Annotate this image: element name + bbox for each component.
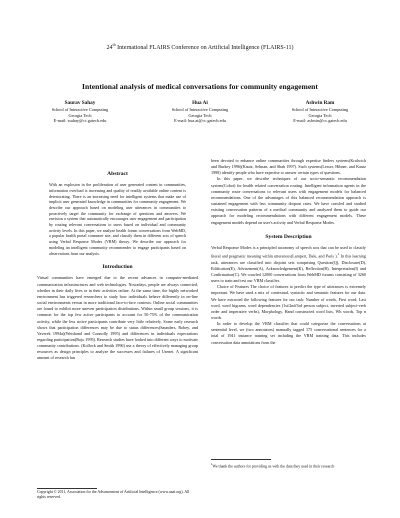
system-paragraph-1-start: Verbal Response Modes is a principled taxonomy of speech acts that can be used to classify literal and pragmatic meaning within utterances(Lampert, Dale, and Paris ). [211, 244, 366, 259]
author-dept: School of Interactive Computing [51, 107, 109, 113]
conference-header [0, 42, 400, 51]
features-paragraph: Choice of Features The choice of features to predict the type of utterances is extremely important. We have used a mix of contextual, syntactic and semantic features for our data. We have extracted the following features for our task: Number of words, First word, Last word, word bigrams, word dependencies (1st/2nd/3rd person subject, inverted subject-verb order and imperative verbs), Morphology, Hand constructed word lists, Wh words, Top n words. [211, 284, 366, 320]
abstract-text: With an explosion in the proliferation of user generated content in communities, information overload is increasing and quality of readily available online content is deteriorating. There is an increasing need for intelligent systems that make use of implicit user generated knowledge in communities for community engagement. We describe our approach based on modeling user utterances in communities to proactively target the community for exchange of questions and answers. We envision a system that automatically encourages user engagement and participation by routing relevant conversations to users based on individual and community activity levels. In this paper, we analyze health forum conversations from WebMD, a popular health portal consumer site, and classify them in different acts of speech using Verbal Response Modes (VRM) theory. We describe our approach for modeling an intelligent community recommender to engage participants based on observations from our analysis. [49, 182, 186, 256]
introduction-text: Virtual communities have emerged due to the recent advances in computer-mediated communication infrastructures and web technologies. Nowadays, people are always connected, whether in their daily lives or in their activities online. At the same time, the highly networked environment has triggered researchers to study how individuals behave differently in on-line social environments versus in more traditional face-to-face contexts. Online social communities are found to exhibit more uneven participation distributions. Within small group sessions, it is common for the top few active participants to account for 50-75% of the communication activity, while the less active participants contribute very little relatively. Some early research shows that participation differences may be due to status differences(Saunders, Robey, and Vaverek 1994a)(Weisband and Connolly 1995) and differences in individuals expectations regarding participation(Rojo 1995). Research studies have looked into different ways to motivate community contributions. (Kollock and Smith 1996) use a theory of effectively managing group resources as design principles to analyze the successes and failures of Usenet. A significant amount of research has [37, 275, 198, 361]
author-org: Georgia Tech [68, 112, 92, 118]
author-email: E-mail: hua.ai@cc.gatech.edu [174, 118, 226, 124]
author-3 [260, 101, 380, 124]
paper-title: Intentional analysis of medical conversations for community engagement [82, 82, 318, 91]
introduction-heading: Introduction [102, 264, 133, 271]
author-email: E-mail: ssahay@cc.gatech.edu [53, 118, 107, 124]
system-paragraph-1-rest: In this learning task, utterances are classified into disjoint sets comprising Question(Q), Disclosure(D), Edification(E), Advisement(A), Acknowledgement(K), Reflection(R), Interpretation(I) and Confirmation(C). We crawled 12000 conversations from WebMD forums consisting of 3260 users to train and test our VRM classifier. [211, 253, 366, 284]
conference-name: International FLAIRS Conference on Artificial Intelligence (FLAIRS-11) [115, 45, 294, 51]
copyright-rule [37, 488, 97, 489]
author-dept: School of Interactive Computing [291, 107, 349, 113]
intro-paragraph-2: In this paper, we describe techniques of our socio-semantic recommendation system(Cobot) for health related conversation routing. Intelligent information agents in the community route conversations to relevant users with engagement models for balanced recommendations. One of the advantages of this balanced recommendation approach is sustained engagement with less community dropout rates. We have crawled and studied existing conversation patterns of a medical community and analyzed them to guide our approach for modeling recommendations with different engagement models. These engagement models depend on user's activity and Verbal Response Modes. [211, 176, 366, 225]
system-description-heading: System Description [265, 233, 312, 240]
footnote [211, 462, 366, 469]
left-column [37, 171, 198, 362]
footnote-marker: 1 [337, 252, 340, 257]
footnote-number: 1 [211, 462, 213, 466]
author-name: Saurav Sahay [64, 100, 96, 106]
footnote-text: We thank the authors for providing us with the data they used in their research [212, 464, 335, 469]
author-name: Ashwin Ram [305, 100, 335, 106]
author-block [20, 101, 380, 124]
edition-number: 24 [106, 45, 113, 51]
author-org: Georgia Tech [308, 112, 332, 118]
author-1 [20, 101, 140, 124]
author-email: E-mail: ashwin@cc.gatech.edu [293, 118, 347, 124]
footnote-rule [211, 459, 271, 460]
author-2 [140, 101, 260, 124]
author-dept: School of Interactive Computing [171, 107, 229, 113]
author-org: Georgia Tech [188, 112, 212, 118]
author-name: Hua Ai [192, 100, 208, 106]
classifier-paragraph: In order to develop the VRM classifier that could categorize the conversations at sentential level, we (two annotators) manually tagged 175 conversational sentences for a total of 1941 instance training set including the VRM training data. This includes conversation data annotations from the [211, 321, 366, 345]
intro-continuation: been devoted to enhance online communities through expertise finders systems(Krulwich and Burkey 1996)(Kautz, Selman, and Shah 1997). Such systems(Lesser, Hibner, and Kautz 1998) identify people who have expertise to answer certain types of questions. [211, 158, 366, 176]
system-paragraph-1 [211, 245, 366, 284]
edition-suffix: th [112, 42, 116, 47]
right-column [211, 158, 366, 346]
copyright-notice: Copyright © 2011, Association for the Advancement of Artificial Intelligence (www.aaai.org). All rights reserved. [37, 490, 190, 499]
abstract-heading: Abstract [107, 171, 128, 177]
